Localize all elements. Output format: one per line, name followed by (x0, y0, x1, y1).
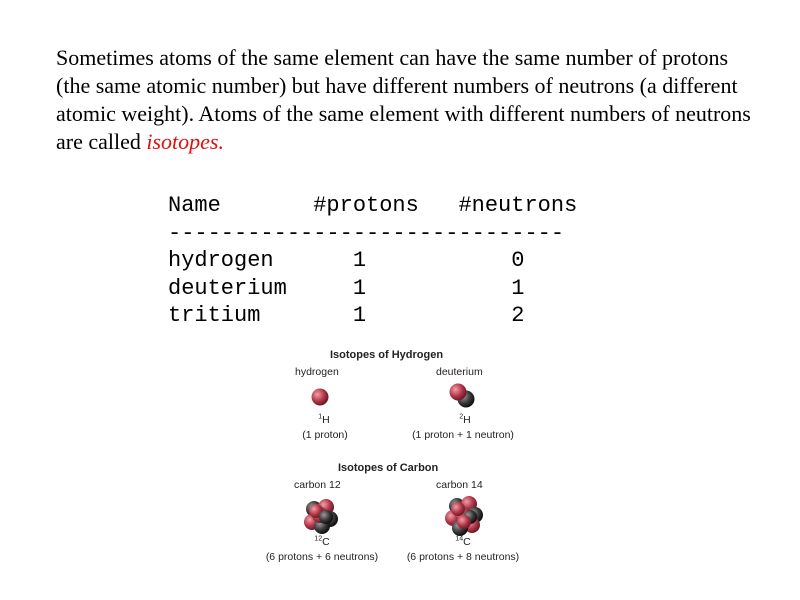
carbon-isotopes-title: Isotopes of Carbon (338, 462, 439, 474)
carbon12-mass-number: 12 (314, 535, 323, 543)
carbon12-label: carbon 12 (294, 479, 341, 491)
hydrogen-isotopes-title: Isotopes of Hydrogen (330, 349, 444, 361)
deuterium-label: deuterium (436, 366, 483, 378)
deuterium-symbol: $^2$H (459, 413, 471, 426)
carbon12-atom-icon (300, 495, 342, 537)
table-row-deuterium: deuterium 1 1 (168, 275, 525, 301)
hydrogen-label: hydrogen (295, 366, 339, 378)
isotope-definition-paragraph (56, 44, 756, 156)
carbon12-description: (6 protons + 6 neutrons) (265, 551, 379, 563)
table-row-tritium: tritium 1 2 (168, 303, 525, 328)
table-header: Name #protons #neutrons (168, 193, 578, 218)
carbon14-atom-icon (442, 493, 486, 539)
isotopes-term: isotopes. (146, 129, 224, 154)
deuterium-atom-icon (446, 381, 480, 411)
deuterium-mass-number: 2 (459, 413, 464, 421)
carbon12-symbol: $^{12}$C (314, 535, 330, 548)
carbon14-symbol: $^{14}$C (455, 535, 471, 548)
deuterium-description: (1 proton + 1 neutron) (412, 429, 514, 441)
paragraph-text: Sometimes atoms of the same element can have the same number of protons (the same atomic number) but have different numbers of neutrons (a different atomic weight). Atoms of the same element with different numbers of neutrons are called (56, 45, 751, 154)
carbon14-mass-number: 14 (455, 535, 464, 543)
hydrogen-symbol: $^1$H (318, 413, 330, 426)
table-rule: ------------------------------ (168, 220, 565, 246)
hydrogen-atom-icon (308, 385, 332, 409)
carbon14-description: (6 protons + 8 neutrons) (406, 551, 520, 563)
isotope-table (168, 192, 577, 330)
table-row-hydrogen: hydrogen 1 0 (168, 248, 525, 273)
hydrogen-description: (1 proton) (302, 429, 348, 441)
isotopes-figure (250, 345, 550, 575)
hydrogen-mass-number: 1 (318, 413, 323, 421)
carbon14-label: carbon 14 (436, 479, 483, 491)
